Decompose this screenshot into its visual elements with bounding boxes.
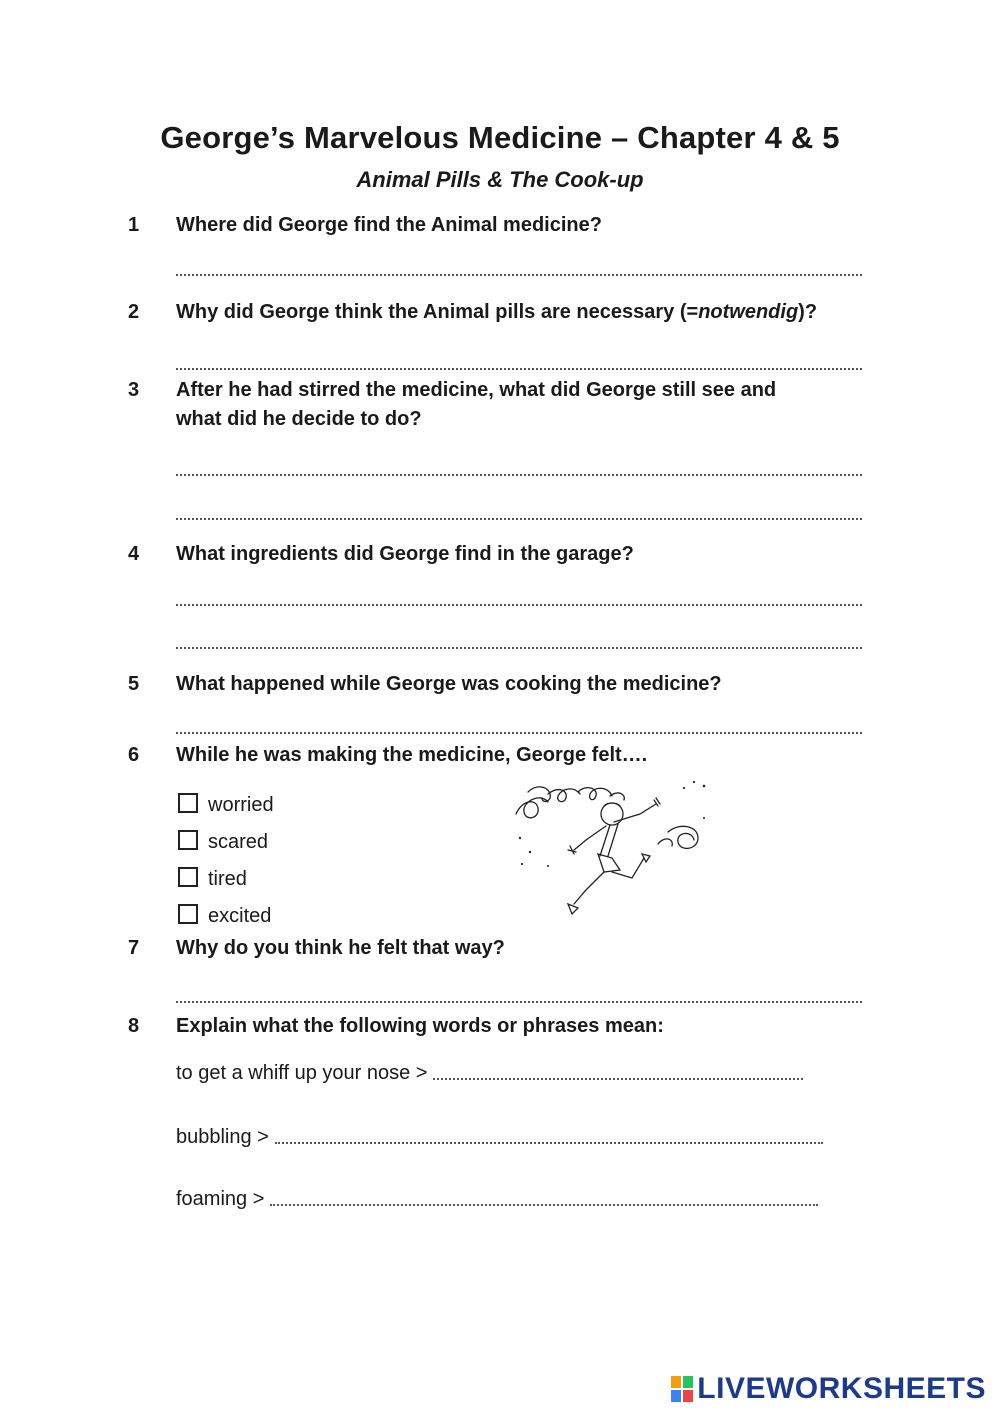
- answer-line[interactable]: [433, 1078, 803, 1080]
- answer-line[interactable]: [176, 1001, 862, 1003]
- question-number: 2: [128, 301, 140, 323]
- question-text: What happened while George was cooking the medicine?: [176, 673, 722, 695]
- liveworksheets-logo: LIVEWORKSHEETS: [671, 1372, 986, 1406]
- question-text: While he was making the medicine, George felt….: [176, 744, 648, 766]
- phrase-whiff: to get a whiff up your nose >: [176, 1062, 803, 1085]
- option-worried[interactable]: worried: [178, 794, 274, 817]
- question-number: 8: [128, 1015, 140, 1037]
- question-text: After he had stirred the medicine, what did George still see and what did he decide to do?: [176, 379, 777, 430]
- worksheet-title: George’s Marvelous Medicine – Chapter 4 & 5: [160, 120, 840, 155]
- question-text: Why did George think the Animal pills are necessary (=notwendig)?: [176, 301, 818, 323]
- question-number: 4: [128, 543, 140, 565]
- phrase-bubbling: bubbling >: [176, 1126, 823, 1149]
- answer-line[interactable]: [176, 274, 862, 276]
- answer-line[interactable]: [176, 647, 862, 649]
- option-excited[interactable]: excited: [178, 905, 271, 928]
- answer-line[interactable]: [176, 518, 862, 520]
- answer-line[interactable]: [176, 474, 862, 476]
- answer-line[interactable]: [176, 732, 862, 734]
- question-number: 3: [128, 379, 140, 401]
- question-text: Where did George find the Animal medicine?: [176, 214, 602, 236]
- answer-line[interactable]: [270, 1204, 818, 1206]
- george-dancing-illustration: [508, 774, 714, 920]
- checkbox[interactable]: [178, 904, 198, 924]
- logo-icon: [671, 1376, 693, 1402]
- answer-line[interactable]: [275, 1142, 823, 1144]
- option-scared[interactable]: scared: [178, 831, 268, 854]
- question-number: 7: [128, 937, 140, 959]
- question-text: Explain what the following words or phrases mean:: [176, 1015, 664, 1037]
- question-number: 1: [128, 214, 140, 236]
- question-text: What ingredients did George find in the garage?: [176, 543, 634, 565]
- worksheet-subtitle: Animal Pills & The Cook-up: [356, 167, 644, 192]
- checkbox[interactable]: [178, 867, 198, 887]
- question-text: Why do you think he felt that way?: [176, 937, 505, 959]
- question-number: 5: [128, 673, 140, 695]
- answer-line[interactable]: [176, 368, 862, 370]
- phrase-foaming: foaming >: [176, 1188, 818, 1211]
- checkbox[interactable]: [178, 793, 198, 813]
- question-number: 6: [128, 744, 140, 766]
- option-tired[interactable]: tired: [178, 868, 247, 891]
- checkbox[interactable]: [178, 830, 198, 850]
- answer-line[interactable]: [176, 604, 862, 606]
